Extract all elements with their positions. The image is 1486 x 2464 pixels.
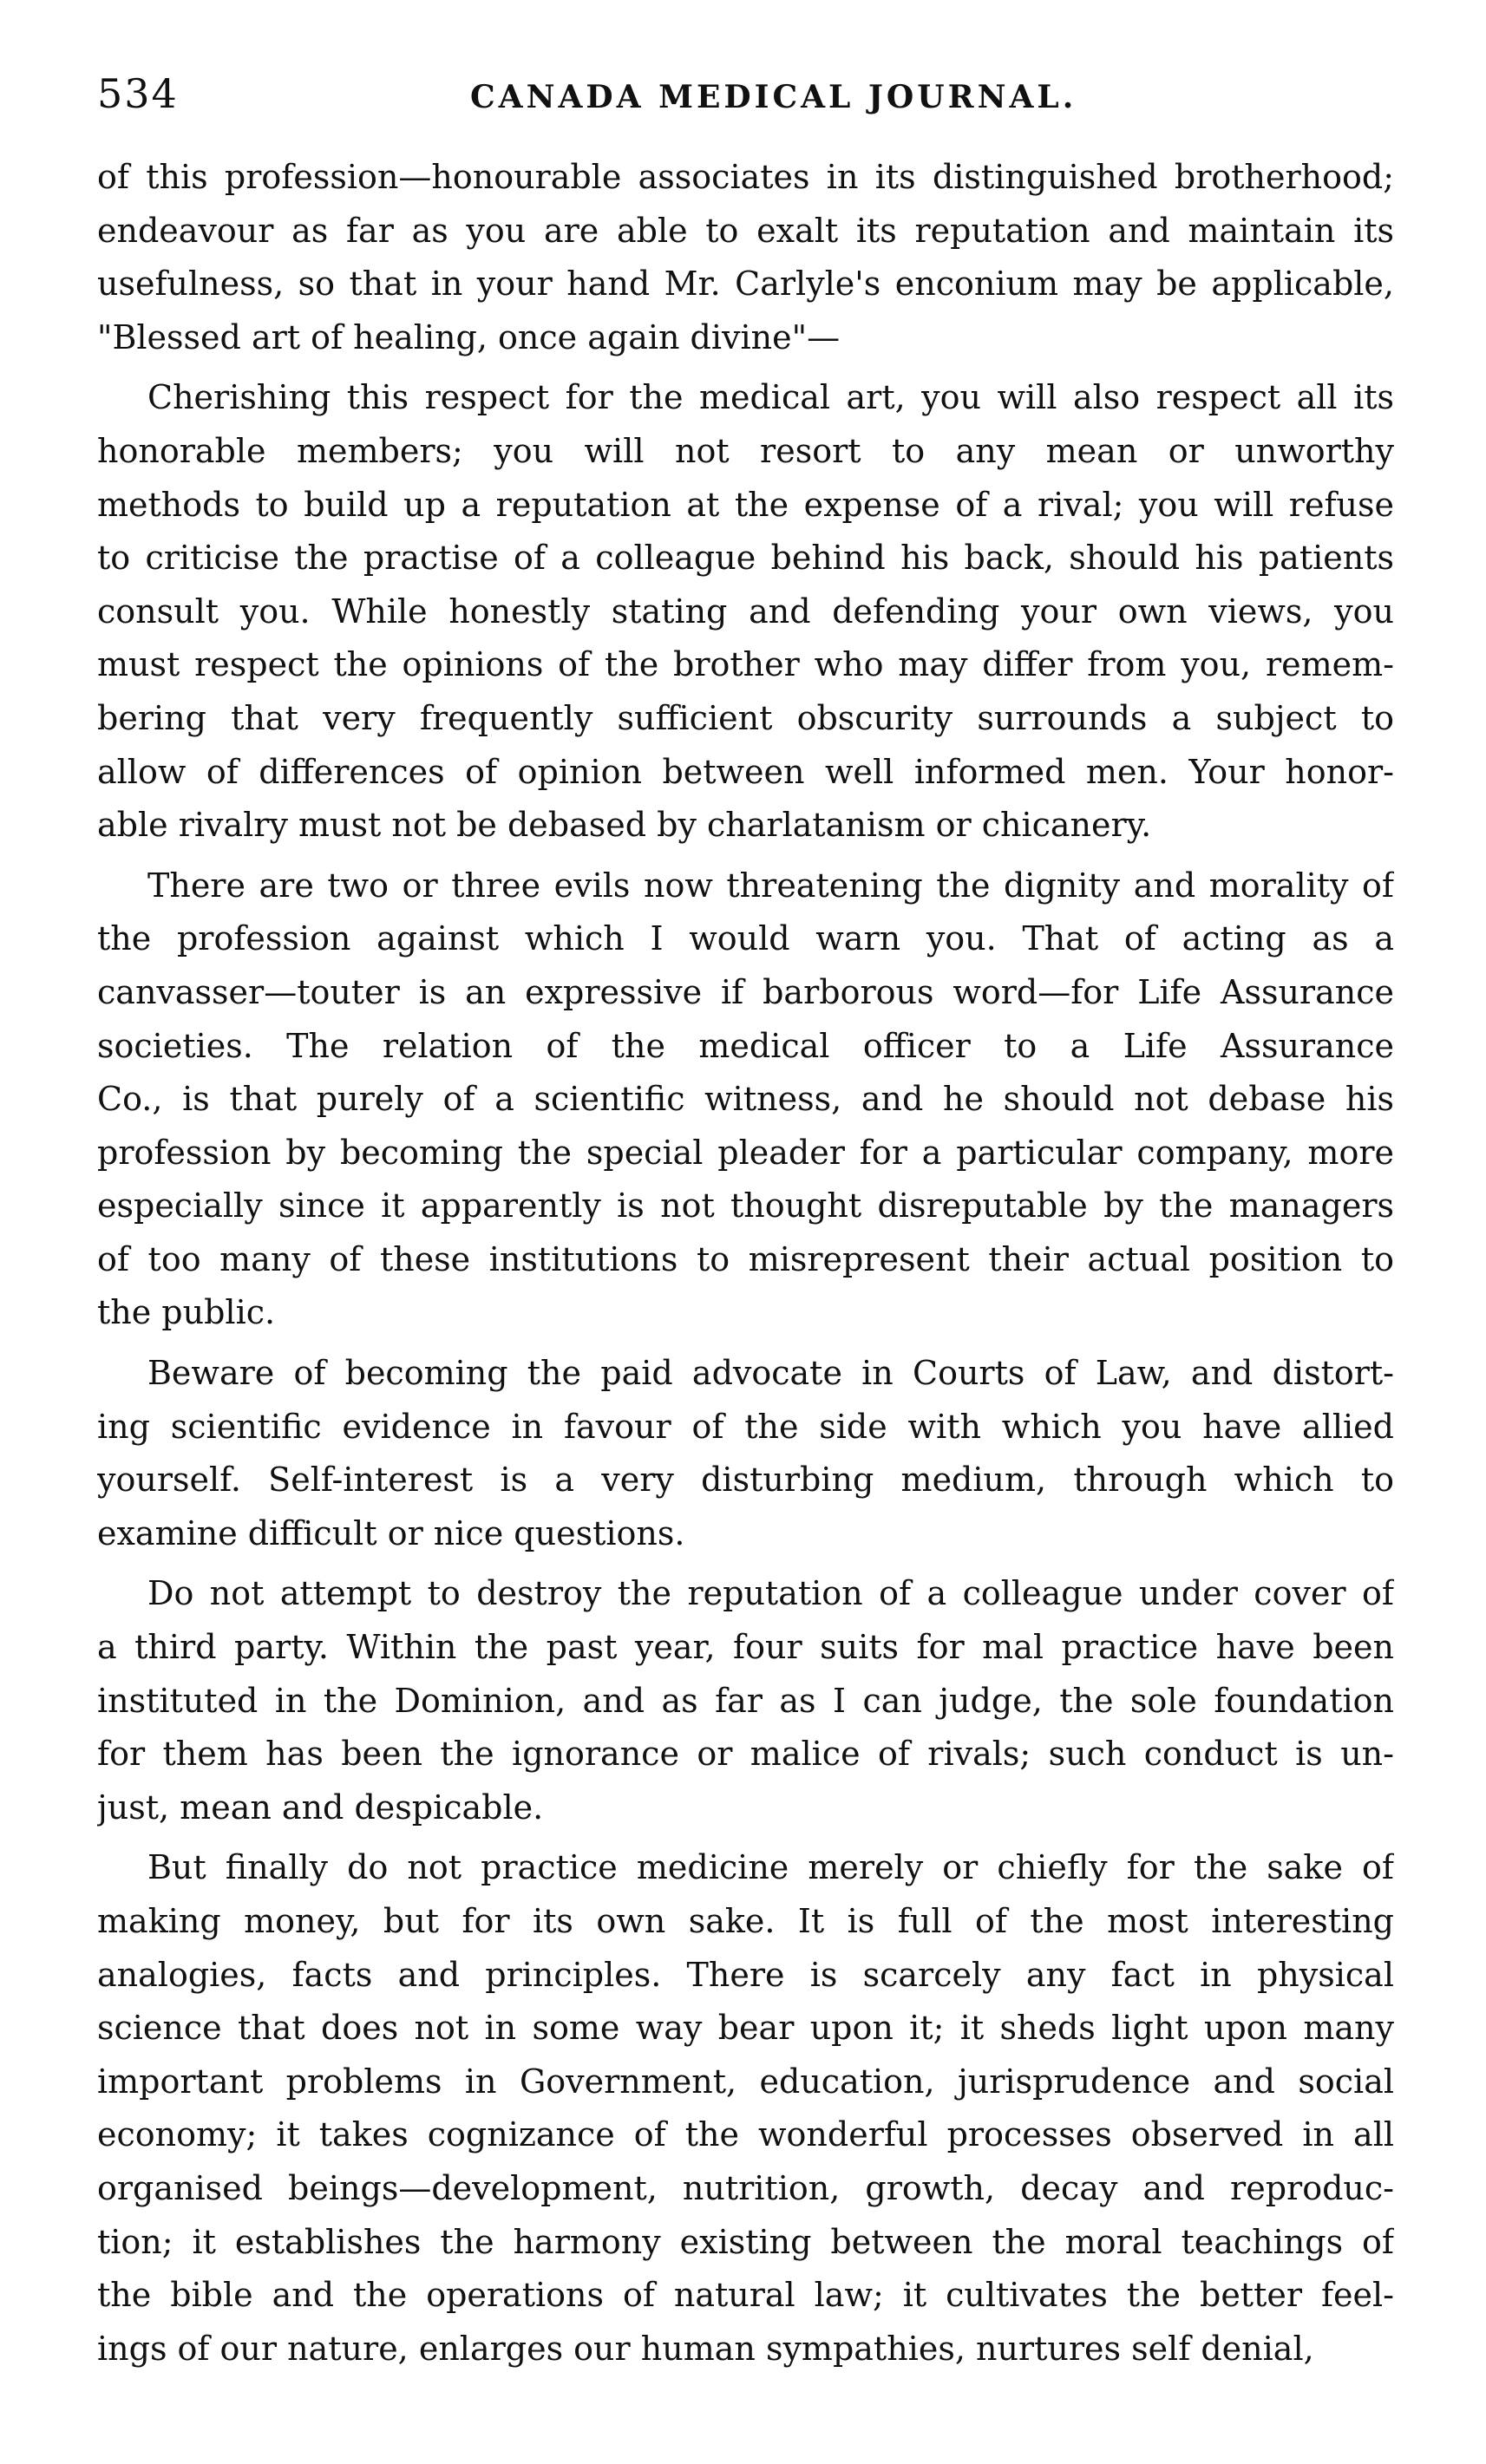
text-line: examine difficult or nice questions.: [97, 1513, 685, 1552]
text-line: instituted in the Dominion, and as far as I can judge, the sole foundation: [97, 1681, 1394, 1720]
text-line: endeavour as far as you are able to exalt its reputation and maintain its: [97, 211, 1394, 250]
text-line: making money, but for its own sake. It is full of the most interesting: [97, 1902, 1394, 1940]
running-title: CANADA MEDICAL JOURNAL.: [470, 79, 1077, 115]
paragraph: [97, 1841, 1394, 2376]
text-line: science that does not in some way bear upon it; it sheds light upon many: [97, 2009, 1394, 2048]
text-line: "Blessed art of healing, once again divine"—: [97, 317, 841, 356]
text-line: the bible and the operations of natural law; it cultivates the better feel-: [97, 2276, 1394, 2315]
text-line: Cherishing this respect for the medical art, you will also respect all its: [147, 378, 1394, 417]
text-line: Beware of becoming the paid advocate in Courts of Law, and distort-: [147, 1354, 1394, 1393]
text-line: must respect the opinions of the brother who may differ from you, remem-: [97, 645, 1394, 684]
text-line: Co., is that purely of a scientific witness, and he should not debase his: [97, 1080, 1394, 1119]
text-line: honorable members; you will not resort to any mean or unworthy: [97, 431, 1394, 470]
page-header: [97, 68, 1398, 128]
text-line: ing scientific evidence in favour of the side with which you have allied: [97, 1407, 1394, 1446]
text-line: of this profession—honourable associates in its distinguished brotherhood;: [97, 158, 1394, 196]
text-line: just, mean and despicable.: [97, 1788, 544, 1827]
text-line: yourself. Self-interest is a very disturbing medium, through which to: [97, 1461, 1394, 1500]
text-line: tion; it establishes the harmony existing between the moral teachings of: [97, 2222, 1394, 2261]
page-number: 534: [97, 70, 179, 117]
text-line: ings of our nature, enlarges our human sympathies, nurtures self denial,: [97, 2329, 1314, 2368]
text-line: able rivalry must not be debased by charlatanism or chicanery.: [97, 806, 1152, 845]
text-line: allow of differences of opinion between well informed men. Your honor-: [97, 752, 1394, 791]
text-line: canvasser—touter is an expressive if barborous word—for Life Assurance: [97, 972, 1394, 1011]
paragraph: [97, 371, 1394, 852]
body-text: [97, 151, 1394, 2406]
text-line: bering that very frequently sufficient obscurity surrounds a subject to: [97, 698, 1394, 737]
text-line: There are two or three evils now threatening the dignity and morality of: [147, 866, 1394, 905]
text-line: consult you. While honestly stating and defending your own views, you: [97, 591, 1394, 631]
text-line: But finally do not practice medicine merely or chiefly for the sake of: [147, 1848, 1394, 1887]
text-line: Do not attempt to destroy the reputation of a colleague under cover of: [147, 1574, 1394, 1613]
text-line: methods to build up a reputation at the expense of a rival; you will refuse: [97, 485, 1394, 524]
text-line: organised beings—development, nutrition, growth, decay and reproduc-: [97, 2168, 1394, 2207]
text-line: profession by becoming the special pleader for a particular company, more: [97, 1133, 1394, 1172]
text-line: usefulness, so that in your hand Mr. Carlyle's enconium may be applicable,: [97, 265, 1394, 304]
text-line: the public.: [97, 1293, 276, 1332]
text-line: a third party. Within the past year, four suits for mal practice have been: [97, 1628, 1394, 1667]
text-line: especially since it apparently is not thought disreputable by the managers: [97, 1186, 1394, 1225]
text-line: for them has been the ignorance or malice of rivals; such conduct is un-: [97, 1735, 1394, 1774]
paragraph: [97, 1347, 1394, 1560]
text-line: analogies, facts and principles. There is scarcely any fact in physical: [97, 1955, 1394, 1994]
text-line: important problems in Government, education, jurisprudence and social: [97, 2062, 1394, 2101]
text-line: the profession against which I would warn you. That of acting as a: [97, 919, 1394, 958]
text-line: of too many of these institutions to misrepresent their actual position to: [97, 1239, 1394, 1278]
text-line: societies. The relation of the medical officer to a Life Assurance: [97, 1026, 1394, 1065]
text-line: economy; it takes cognizance of the wonderful processes observed in all: [97, 2115, 1394, 2154]
text-line: to criticise the practise of a colleague behind his back, should his patients: [97, 539, 1394, 578]
paragraph: [97, 151, 1394, 364]
paragraph: [97, 1567, 1394, 1834]
paragraph: [97, 859, 1394, 1340]
